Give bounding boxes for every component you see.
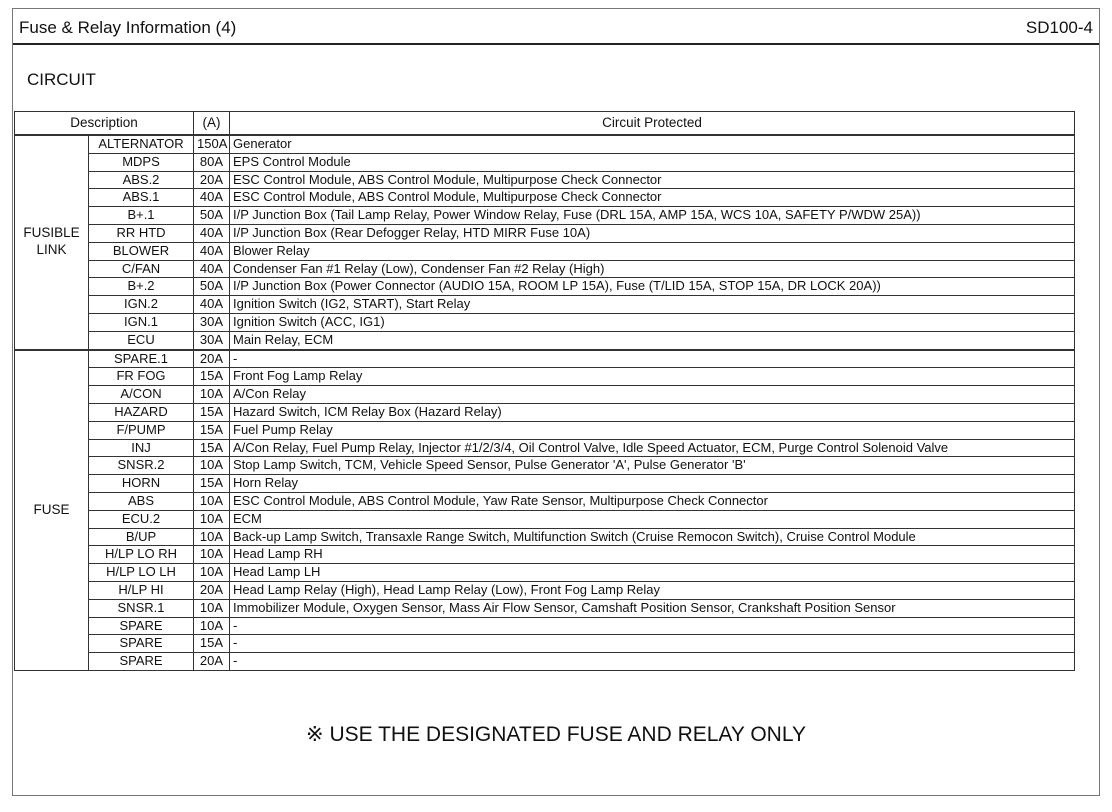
table-row xyxy=(15,403,1075,421)
circuit-protected-cell: I/P Junction Box (Tail Lamp Relay, Power Window Relay, Fuse (DRL 15A, AMP 15A, WCS 10A, SAFETY P/WDW 25A)) xyxy=(230,207,1075,225)
group-label-line1: FUSE xyxy=(33,501,70,517)
table-row xyxy=(15,599,1075,617)
fuse-name-cell: B/UP xyxy=(89,528,194,546)
fuse-name-cell: SNSR.2 xyxy=(89,457,194,475)
circuit-protected-cell: Head Lamp LH xyxy=(230,564,1075,582)
amperage-cell: 15A xyxy=(194,368,230,386)
fuse-name-cell: SPARE xyxy=(89,653,194,671)
table-row xyxy=(15,546,1075,564)
fuse-name-cell: FR FOG xyxy=(89,368,194,386)
table-row xyxy=(15,510,1075,528)
fuse-name-cell: SPARE.1 xyxy=(89,350,194,368)
table-row xyxy=(15,331,1075,349)
amperage-cell: 15A xyxy=(194,403,230,421)
section-title: CIRCUIT xyxy=(27,70,96,89)
table-row xyxy=(15,386,1075,404)
table-row xyxy=(15,153,1075,171)
table-row xyxy=(15,171,1075,189)
table-row xyxy=(15,581,1075,599)
amperage-cell: 150A xyxy=(194,135,230,153)
circuit-protected-cell: ESC Control Module, ABS Control Module, Yaw Rate Sensor, Multipurpose Check Connector xyxy=(230,492,1075,510)
table-row xyxy=(15,296,1075,314)
amperage-cell: 80A xyxy=(194,153,230,171)
table-row xyxy=(15,207,1075,225)
amperage-cell: 20A xyxy=(194,581,230,599)
circuit-protected-cell: Back-up Lamp Switch, Transaxle Range Switch, Multifunction Switch (Cruise Remocon Switch), Cruise Control Module xyxy=(230,528,1075,546)
table-row xyxy=(15,135,1075,153)
fuse-name-cell: HORN xyxy=(89,475,194,493)
header-amps: (A) xyxy=(194,112,230,136)
circuit-protected-cell: - xyxy=(230,617,1075,635)
circuit-protected-cell: A/Con Relay, Fuel Pump Relay, Injector #1/2/3/4, Oil Control Valve, Idle Speed Actuator, ECM, Purge Control Solenoid Valve xyxy=(230,439,1075,457)
fuse-name-cell: H/LP HI xyxy=(89,581,194,599)
group-label-line2: LINK xyxy=(36,242,67,258)
fuse-name-cell: ABS xyxy=(89,492,194,510)
table-row xyxy=(15,653,1075,671)
circuit-protected-cell: Condenser Fan #1 Relay (Low), Condenser Fan #2 Relay (High) xyxy=(230,260,1075,278)
circuit-protected-cell: I/P Junction Box (Rear Defogger Relay, HTD MIRR Fuse 10A) xyxy=(230,224,1075,242)
table-row xyxy=(15,224,1075,242)
circuit-protected-cell: Hazard Switch, ICM Relay Box (Hazard Relay) xyxy=(230,403,1075,421)
amperage-cell: 30A xyxy=(194,313,230,331)
circuit-protected-cell: - xyxy=(230,653,1075,671)
amperage-cell: 10A xyxy=(194,617,230,635)
fuse-name-cell: C/FAN xyxy=(89,260,194,278)
table-row xyxy=(15,313,1075,331)
fuse-relay-table xyxy=(14,111,1075,671)
circuit-protected-cell: EPS Control Module xyxy=(230,153,1075,171)
fuse-name-cell: A/CON xyxy=(89,386,194,404)
circuit-protected-cell: Main Relay, ECM xyxy=(230,331,1075,349)
circuit-protected-cell: ESC Control Module, ABS Control Module, Multipurpose Check Connector xyxy=(230,189,1075,207)
fuse-name-cell: H/LP LO RH xyxy=(89,546,194,564)
table-row xyxy=(15,528,1075,546)
fuse-name-cell: ALTERNATOR xyxy=(89,135,194,153)
table-header-row xyxy=(15,112,1075,136)
amperage-cell: 40A xyxy=(194,296,230,314)
fuse-name-cell: B+.1 xyxy=(89,207,194,225)
amperage-cell: 20A xyxy=(194,653,230,671)
amperage-cell: 10A xyxy=(194,599,230,617)
amperage-cell: 15A xyxy=(194,421,230,439)
amperage-cell: 15A xyxy=(194,475,230,493)
amperage-cell: 15A xyxy=(194,439,230,457)
amperage-cell: 40A xyxy=(194,242,230,260)
circuit-protected-cell: Head Lamp Relay (High), Head Lamp Relay (Low), Front Fog Lamp Relay xyxy=(230,581,1075,599)
header-circuit: Circuit Protected xyxy=(230,112,1075,136)
fuse-name-cell: SNSR.1 xyxy=(89,599,194,617)
amperage-cell: 50A xyxy=(194,278,230,296)
document-header xyxy=(13,9,1099,45)
circuit-protected-cell: A/Con Relay xyxy=(230,386,1075,404)
circuit-protected-cell: Front Fog Lamp Relay xyxy=(230,368,1075,386)
group-label xyxy=(15,135,89,350)
table-row xyxy=(15,278,1075,296)
fuse-name-cell: F/PUMP xyxy=(89,421,194,439)
amperage-cell: 10A xyxy=(194,546,230,564)
table-row xyxy=(15,457,1075,475)
amperage-cell: 10A xyxy=(194,492,230,510)
table-row xyxy=(15,368,1075,386)
circuit-protected-cell: - xyxy=(230,350,1075,368)
circuit-protected-cell: Generator xyxy=(230,135,1075,153)
amperage-cell: 40A xyxy=(194,224,230,242)
document-code: SD100-4 xyxy=(1025,18,1093,37)
circuit-protected-cell: Immobilizer Module, Oxygen Sensor, Mass Air Flow Sensor, Camshaft Position Sensor, Crankshaft Position Sensor xyxy=(230,599,1075,617)
table-row xyxy=(15,350,1075,368)
circuit-protected-cell: Horn Relay xyxy=(230,475,1075,493)
amperage-cell: 50A xyxy=(194,207,230,225)
amperage-cell: 10A xyxy=(194,510,230,528)
table-row xyxy=(15,617,1075,635)
table-row xyxy=(15,475,1075,493)
group-label xyxy=(15,350,89,671)
fuse-name-cell: ECU.2 xyxy=(89,510,194,528)
fuse-name-cell: IGN.1 xyxy=(89,313,194,331)
table-row xyxy=(15,242,1075,260)
amperage-cell: 20A xyxy=(194,350,230,368)
fuse-name-cell: B+.2 xyxy=(89,278,194,296)
fuse-name-cell: ABS.1 xyxy=(89,189,194,207)
fuse-name-cell: BLOWER xyxy=(89,242,194,260)
fuse-name-cell: INJ xyxy=(89,439,194,457)
table-row xyxy=(15,421,1075,439)
amperage-cell: 40A xyxy=(194,260,230,278)
circuit-protected-cell: - xyxy=(230,635,1075,653)
circuit-protected-cell: ECM xyxy=(230,510,1075,528)
header-description: Description xyxy=(15,112,194,136)
fuse-name-cell: IGN.2 xyxy=(89,296,194,314)
circuit-protected-cell: Blower Relay xyxy=(230,242,1075,260)
fuse-name-cell: SPARE xyxy=(89,617,194,635)
circuit-protected-cell: I/P Junction Box (Power Connector (AUDIO 15A, ROOM LP 15A), Fuse (T/LID 15A, STOP 15A, DR LOCK 20A)) xyxy=(230,278,1075,296)
fuse-name-cell: ABS.2 xyxy=(89,171,194,189)
fuse-name-cell: ECU xyxy=(89,331,194,349)
group-label-line1: FUSIBLE xyxy=(23,225,80,241)
fuse-name-cell: HAZARD xyxy=(89,403,194,421)
circuit-protected-cell: Ignition Switch (ACC, IG1) xyxy=(230,313,1075,331)
circuit-protected-cell: Fuel Pump Relay xyxy=(230,421,1075,439)
amperage-cell: 10A xyxy=(194,457,230,475)
circuit-protected-cell: Head Lamp RH xyxy=(230,546,1075,564)
amperage-cell: 10A xyxy=(194,564,230,582)
amperage-cell: 40A xyxy=(194,189,230,207)
circuit-protected-cell: ESC Control Module, ABS Control Module, Multipurpose Check Connector xyxy=(230,171,1075,189)
footer-note: ※ USE THE DESIGNATED FUSE AND RELAY ONLY xyxy=(306,723,806,746)
amperage-cell: 10A xyxy=(194,386,230,404)
amperage-cell: 30A xyxy=(194,331,230,349)
amperage-cell: 10A xyxy=(194,528,230,546)
amperage-cell: 15A xyxy=(194,635,230,653)
table-body xyxy=(15,135,1075,670)
document-title: Fuse & Relay Information (4) xyxy=(19,18,237,37)
table-row xyxy=(15,492,1075,510)
circuit-protected-cell: Stop Lamp Switch, TCM, Vehicle Speed Sensor, Pulse Generator 'A', Pulse Generator 'B' xyxy=(230,457,1075,475)
fuse-name-cell: SPARE xyxy=(89,635,194,653)
amperage-cell: 20A xyxy=(194,171,230,189)
fuse-name-cell: H/LP LO LH xyxy=(89,564,194,582)
table-row xyxy=(15,189,1075,207)
circuit-protected-cell: Ignition Switch (IG2, START), Start Relay xyxy=(230,296,1075,314)
fuse-name-cell: MDPS xyxy=(89,153,194,171)
table-row xyxy=(15,439,1075,457)
table-row xyxy=(15,564,1075,582)
fuse-name-cell: RR HTD xyxy=(89,224,194,242)
table-row xyxy=(15,260,1075,278)
table-row xyxy=(15,635,1075,653)
